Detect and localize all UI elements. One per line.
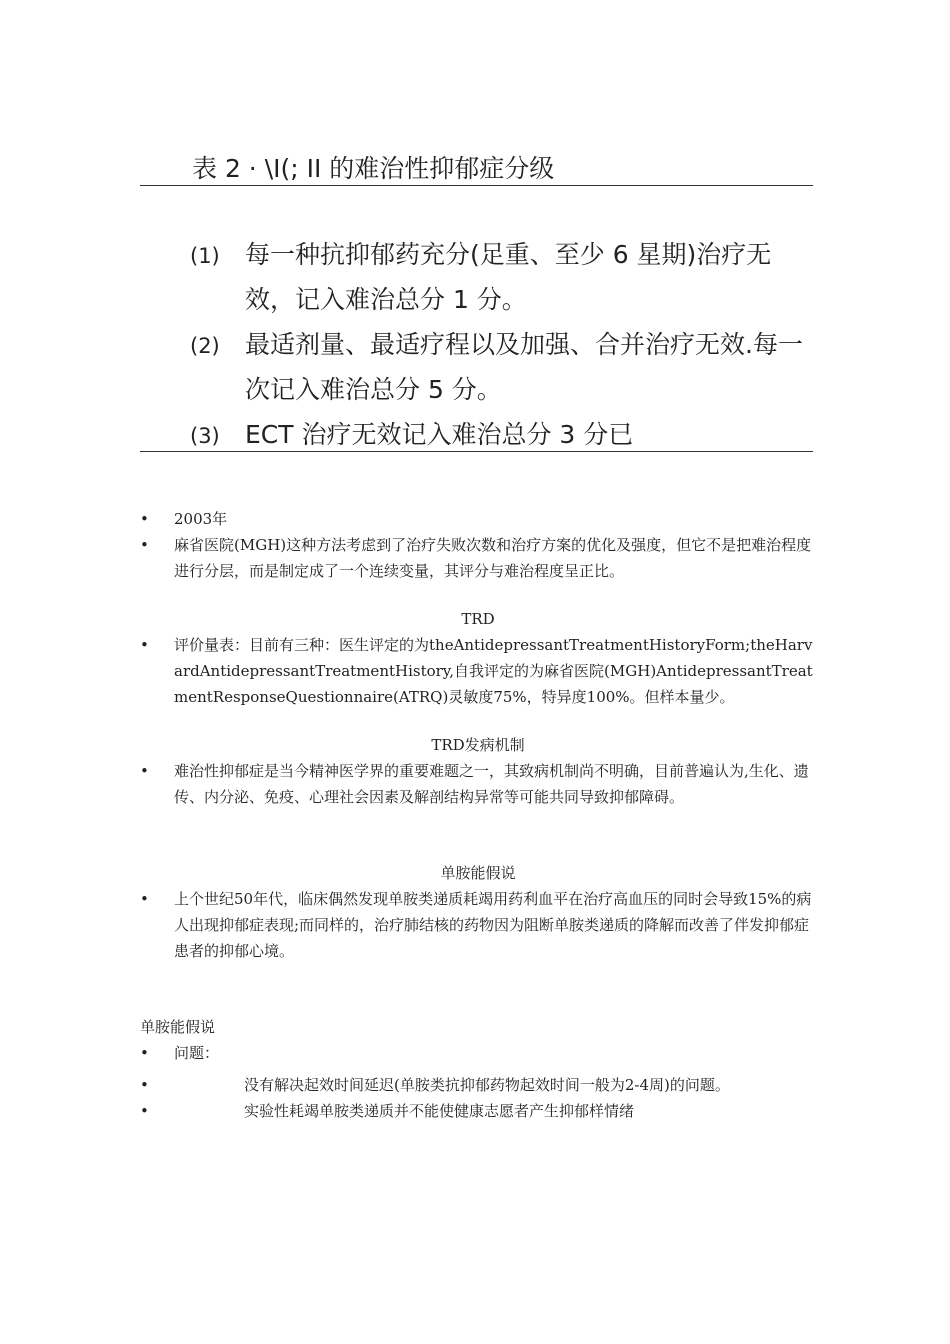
list-item-problem-1: [140, 1072, 816, 1098]
table-title: 表 2 · \I(; II 的难治性抑郁症分级: [192, 154, 555, 183]
table-top-rule: [140, 185, 813, 186]
criterion-1: [190, 232, 820, 322]
criterion-number: (3): [190, 424, 220, 448]
list-item-mgh: [140, 532, 816, 584]
bullet-icon: •: [140, 762, 149, 780]
table-bottom-rule: [140, 451, 813, 452]
criterion-2: [190, 322, 820, 412]
criterion-number: (1): [190, 244, 220, 268]
list-item-text: 问题：: [174, 1044, 220, 1062]
bullet-icon: •: [140, 636, 149, 654]
spacer: [140, 810, 816, 860]
list-item-text: 麻省医院(MGH)这种方法考虑到了治疗失败次数和治疗方案的优化及强度，但它不是把难治程度进行分层，而是制定成了一个连续变量，其评分与难治程度呈正比。: [174, 536, 812, 580]
list-item-problem-2: [140, 1098, 816, 1124]
criterion-number: (2): [190, 334, 220, 358]
list-item-year: [140, 506, 816, 532]
bullet-icon: •: [140, 1076, 149, 1094]
section-heading-monoamine-2: 单胺能假说: [140, 1018, 216, 1036]
criterion-text: 每一种抗抑郁药充分(足重、至少 6 星期)治疗无效，记入难治总分 1 分。: [245, 240, 772, 314]
criteria-list: [190, 232, 820, 457]
list-item-scales: [140, 632, 816, 710]
bullet-icon: •: [140, 890, 149, 908]
list-item-monoamine: [140, 886, 816, 964]
list-item-mechanism: [140, 758, 816, 810]
list-item-text: 评价量表：目前有三种：医生评定的为theAntidepressantTreatmentHistoryForm;theHarvardAntidepressantTreatmentHistory,自我评定的为麻省医院(MGH)AntidepressantTreatmentResponseQuestionnaire(ATRQ)灵敏度75%，特异度100%。但样本量少。: [174, 636, 813, 706]
section-heading-trd: TRD: [461, 610, 495, 628]
list-item-text: 上个世纪50年代，临床偶然发现单胺类递质耗竭用药利血平在治疗高血压的同时会导致15%的病人出现抑郁症表现;而同样的，治疗肺结核的药物因为阻断单胺类递质的降解而改善了伴发抑郁症患者的抑郁心境。: [174, 890, 812, 960]
criterion-text: 最适剂量、最适疗程以及加强、合并治疗无效.每一次记入难治总分 5 分。: [245, 330, 803, 404]
list-item-problems: [140, 1040, 816, 1066]
spacer: [140, 710, 816, 732]
list-item-text: 实验性耗竭单胺类递质并不能使健康志愿者产生抑郁样情绪: [244, 1102, 635, 1120]
bullet-icon: •: [140, 1102, 149, 1120]
bullet-icon: •: [140, 1044, 149, 1062]
section-heading-monoamine: 单胺能假说: [440, 864, 516, 882]
section-heading-mechanism: TRD发病机制: [431, 736, 525, 754]
spacer: [140, 584, 816, 606]
bullet-icon: •: [140, 510, 149, 528]
criterion-text: ECT 治疗无效记入难治总分 3 分已: [245, 420, 634, 449]
body-text: [140, 506, 816, 1124]
spacer: [140, 964, 816, 1014]
list-item-text: 2003年: [174, 510, 228, 528]
list-item-text: 没有解决起效时间延迟(单胺类抗抑郁药物起效时间一般为2-4周)的问题。: [244, 1076, 730, 1094]
bullet-icon: •: [140, 536, 149, 554]
list-item-text: 难治性抑郁症是当今精神医学界的重要难题之一，其致病机制尚不明确，目前普遍认为,生化、遗传、内分泌、免疫、心理社会因素及解剖结构异常等可能共同导致抑郁障碍。: [174, 762, 809, 806]
